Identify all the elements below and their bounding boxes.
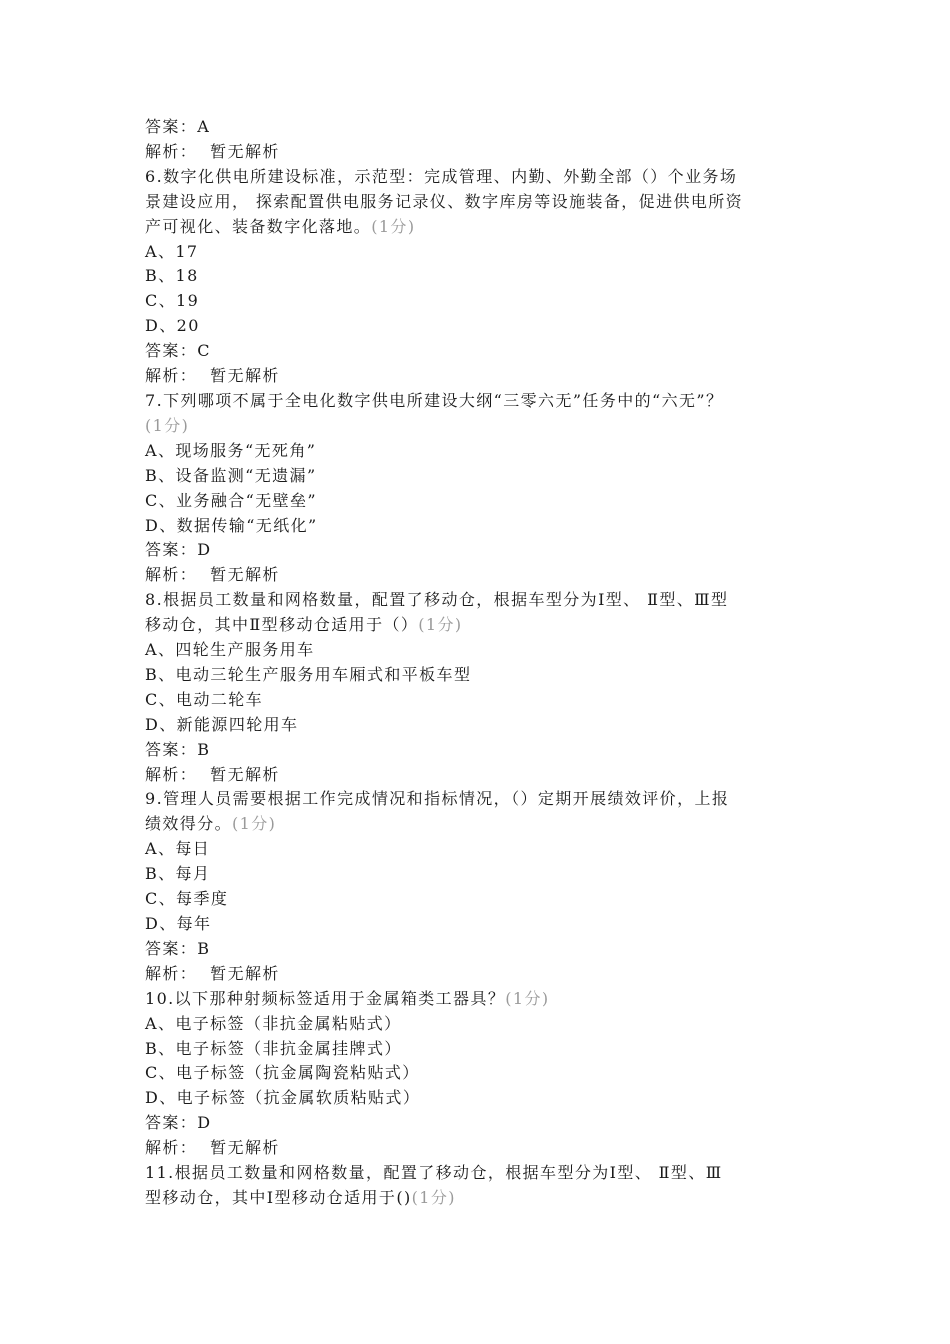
question-stem-text: 10.以下那种射频标签适用于金属箱类工器具？ xyxy=(145,988,506,1008)
question-stem-text: 绩效得分。 xyxy=(145,814,233,834)
option-d: D、数据传输“无纸化” xyxy=(145,515,318,535)
option-c: C、每季度 xyxy=(145,889,229,909)
option-c: C、业务融合“无壁垒” xyxy=(145,490,318,510)
answer: 答案：B xyxy=(145,938,211,958)
question-8 xyxy=(145,588,810,787)
option-d: D、电子标签（抗金属软质粘贴式） xyxy=(145,1088,421,1108)
question-score: (1分) xyxy=(411,1187,456,1207)
option-c: C、电子标签（抗金属陶瓷粘贴式） xyxy=(145,1063,420,1083)
question-score: (1分) xyxy=(418,615,463,635)
question-score: (1分) xyxy=(232,814,277,834)
option-b: B、18 xyxy=(145,266,199,286)
option-b: B、每月 xyxy=(145,864,211,884)
option-b: B、设备监测“无遗漏” xyxy=(145,465,317,485)
option-d: D、20 xyxy=(145,316,200,336)
analysis: 解析： 暂无解析 xyxy=(145,1138,280,1158)
question-7 xyxy=(145,389,810,588)
question-stem-text: 型移动仓，其中Ⅰ型移动仓适用于() xyxy=(145,1187,412,1207)
analysis: 解析： 暂无解析 xyxy=(145,565,280,585)
option-a: A、四轮生产服务用车 xyxy=(145,640,315,660)
document-page xyxy=(145,115,810,1211)
question-stem-line xyxy=(145,812,810,837)
option-c: C、电动二轮车 xyxy=(145,689,264,709)
question-stem-line: 6.数字化供电所建设标准，示范型：完成管理、内勤、外勤全部（）个业务场 xyxy=(145,166,738,186)
question-6 xyxy=(145,165,810,389)
option-b: B、电动三轮生产服务用车厢式和平板车型 xyxy=(145,664,472,684)
answer: 答案：D xyxy=(145,540,212,560)
analysis: 解析： 暂无解析 xyxy=(145,764,280,784)
question-score: (1分) xyxy=(371,216,416,236)
question-stem-line xyxy=(145,613,810,638)
question-stem-line xyxy=(145,987,810,1012)
question-score: (1分) xyxy=(145,415,190,435)
answer: 答案：D xyxy=(145,1113,212,1133)
option-a: A、每日 xyxy=(145,839,211,859)
analysis: 解析： 暂无解析 xyxy=(145,366,280,386)
option-d: D、新能源四轮用车 xyxy=(145,714,299,734)
question-10 xyxy=(145,987,810,1161)
answer: 答案：C xyxy=(145,341,211,361)
question-stem-line: 11.根据员工数量和网格数量，配置了移动仓，根据车型分为Ⅰ型、 Ⅱ型、Ⅲ xyxy=(145,1163,723,1183)
answer: 答案：B xyxy=(145,739,211,759)
option-d: D、每年 xyxy=(145,914,212,933)
question-score: (1分) xyxy=(505,988,550,1008)
question-stem-text: 产可视化、装备数字化落地。 xyxy=(145,216,372,236)
question-stem-line: 8.根据员工数量和网格数量，配置了移动仓，根据车型分为Ⅰ型、 Ⅱ型、Ⅲ型 xyxy=(145,590,729,610)
previous-answer: 答案：A xyxy=(145,117,211,136)
question-11 xyxy=(145,1161,810,1211)
option-b: B、电子标签（非抗金属挂牌式） xyxy=(145,1038,402,1058)
question-stem-line: 景建设应用， 探索配置供电服务记录仪、数字库房等设施装备，促进供电所资 xyxy=(145,191,744,211)
question-stem-line xyxy=(145,215,810,240)
previous-analysis: 解析： 暂无解析 xyxy=(145,141,280,161)
question-stem-line: 9.管理人员需要根据工作完成情况和指标情况，（）定期开展绩效评价，上报 xyxy=(145,789,730,809)
option-a: A、现场服务“无死角” xyxy=(145,440,317,460)
question-stem-line xyxy=(145,1186,810,1211)
option-c: C、19 xyxy=(145,291,200,311)
question-9 xyxy=(145,787,810,986)
option-a: A、电子标签（非抗金属粘贴式） xyxy=(145,1013,402,1033)
question-stem-text: 移动仓，其中Ⅱ型移动仓适用于（） xyxy=(145,615,419,635)
question-stem-line: 7.下列哪项不属于全电化数字供电所建设大纲“三零六无”任务中的“六无”？ xyxy=(145,390,724,410)
option-a: A、17 xyxy=(145,241,199,261)
analysis: 解析： 暂无解析 xyxy=(145,963,280,983)
